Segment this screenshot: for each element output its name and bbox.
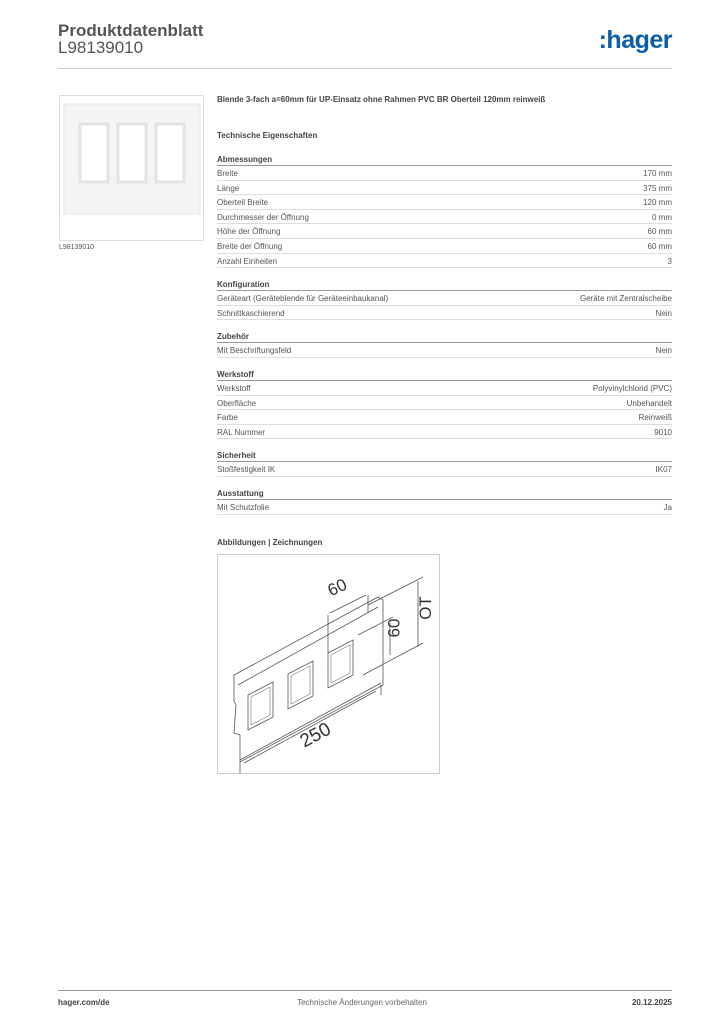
property-label: Werkstoff bbox=[217, 383, 251, 393]
property-value: Nein bbox=[655, 346, 672, 356]
property-row bbox=[217, 343, 672, 358]
property-row bbox=[217, 462, 672, 477]
property-value: 120 mm bbox=[643, 198, 672, 208]
technical-drawing bbox=[217, 554, 440, 774]
property-label: Länge bbox=[217, 183, 240, 193]
page-title: Produktdatenblatt bbox=[58, 21, 204, 40]
property-value: 9010 bbox=[654, 427, 672, 437]
property-label: Oberteil Breite bbox=[217, 198, 269, 208]
figures-title: Abbildungen | Zeichnungen bbox=[217, 537, 323, 547]
image-caption: L98139010 bbox=[59, 244, 95, 251]
property-label: Geräteart (Geräteblende für Geräteeinbaukanal) bbox=[217, 294, 389, 304]
property-row bbox=[217, 181, 672, 196]
property-row bbox=[217, 306, 672, 321]
property-row bbox=[217, 254, 672, 269]
property-value: Polyvinylchlorid (PVC) bbox=[592, 383, 672, 393]
dim-top: OT bbox=[415, 595, 435, 620]
properties bbox=[217, 155, 672, 515]
property-value: Unbehandelt bbox=[626, 398, 672, 408]
property-row bbox=[217, 500, 672, 515]
property-value: Reinweiß bbox=[638, 413, 672, 423]
property-label: Anzahl Einheiten bbox=[217, 256, 278, 266]
property-row bbox=[217, 210, 672, 225]
property-label: Schnittkaschierend bbox=[217, 308, 285, 318]
property-label: Mit Schutzfolie bbox=[217, 502, 270, 512]
group-title: Sicherheit bbox=[217, 451, 672, 462]
property-label: Breite der Öffnung bbox=[217, 241, 283, 251]
property-label: Farbe bbox=[217, 413, 238, 423]
property-value: IK07 bbox=[655, 465, 672, 475]
property-value: 60 mm bbox=[647, 241, 672, 251]
footer-divider bbox=[58, 990, 672, 991]
footer-date: 20.12.2025 bbox=[631, 998, 672, 1007]
property-value: 60 mm bbox=[647, 227, 672, 237]
footer-website[interactable]: hager.com/de bbox=[58, 998, 110, 1007]
group-title: Konfiguration bbox=[217, 280, 672, 291]
property-row bbox=[217, 381, 672, 396]
property-label: Stoßfestigkeit IK bbox=[217, 465, 276, 475]
property-label: RAL Nummer bbox=[217, 427, 266, 437]
property-row bbox=[217, 410, 672, 425]
property-row bbox=[217, 195, 672, 210]
property-label: Mit Beschriftungsfeld bbox=[217, 346, 292, 356]
property-row bbox=[217, 291, 672, 306]
property-row bbox=[217, 396, 672, 411]
property-row bbox=[217, 166, 672, 181]
property-value: 0 mm bbox=[652, 212, 672, 222]
product-code: L98139010 bbox=[58, 38, 144, 57]
property-label: Breite bbox=[217, 169, 238, 178]
property-row bbox=[217, 425, 672, 440]
header-divider bbox=[58, 68, 672, 69]
section-title: Technische Eigenschaften bbox=[217, 131, 318, 140]
property-value: 170 mm bbox=[643, 169, 672, 178]
property-label: Durchmesser der Öffnung bbox=[217, 212, 309, 222]
dim-length: 250 bbox=[296, 718, 335, 752]
property-value: 375 mm bbox=[643, 183, 672, 193]
property-label: Höhe der Öffnung bbox=[217, 227, 281, 237]
product-image bbox=[59, 95, 204, 241]
dim-width: 60 bbox=[324, 574, 350, 600]
footer-note: Technische Änderungen vorbehalten bbox=[297, 998, 427, 1007]
product-title: Blende 3-fach a=60mm für UP-Einsatz ohne Rahmen PVC BR Oberteil 120mm reinweiß bbox=[217, 95, 546, 104]
property-row bbox=[217, 239, 672, 254]
group-title: Werkstoff bbox=[217, 370, 672, 381]
hager-logo: :hager bbox=[598, 26, 672, 54]
group-title: Zubehör bbox=[217, 332, 672, 343]
group-title: Abmessungen bbox=[217, 155, 672, 166]
group-title: Ausstattung bbox=[217, 489, 672, 500]
property-row bbox=[217, 224, 672, 239]
main-content bbox=[217, 95, 672, 774]
property-label: Oberfläche bbox=[217, 398, 257, 408]
property-value: Geräte mit Zentralscheibe bbox=[579, 294, 672, 304]
dim-height: 60 bbox=[384, 618, 404, 637]
property-value: Nein bbox=[655, 308, 672, 318]
property-value: Ja bbox=[663, 502, 672, 512]
property-value: 3 bbox=[667, 256, 672, 266]
